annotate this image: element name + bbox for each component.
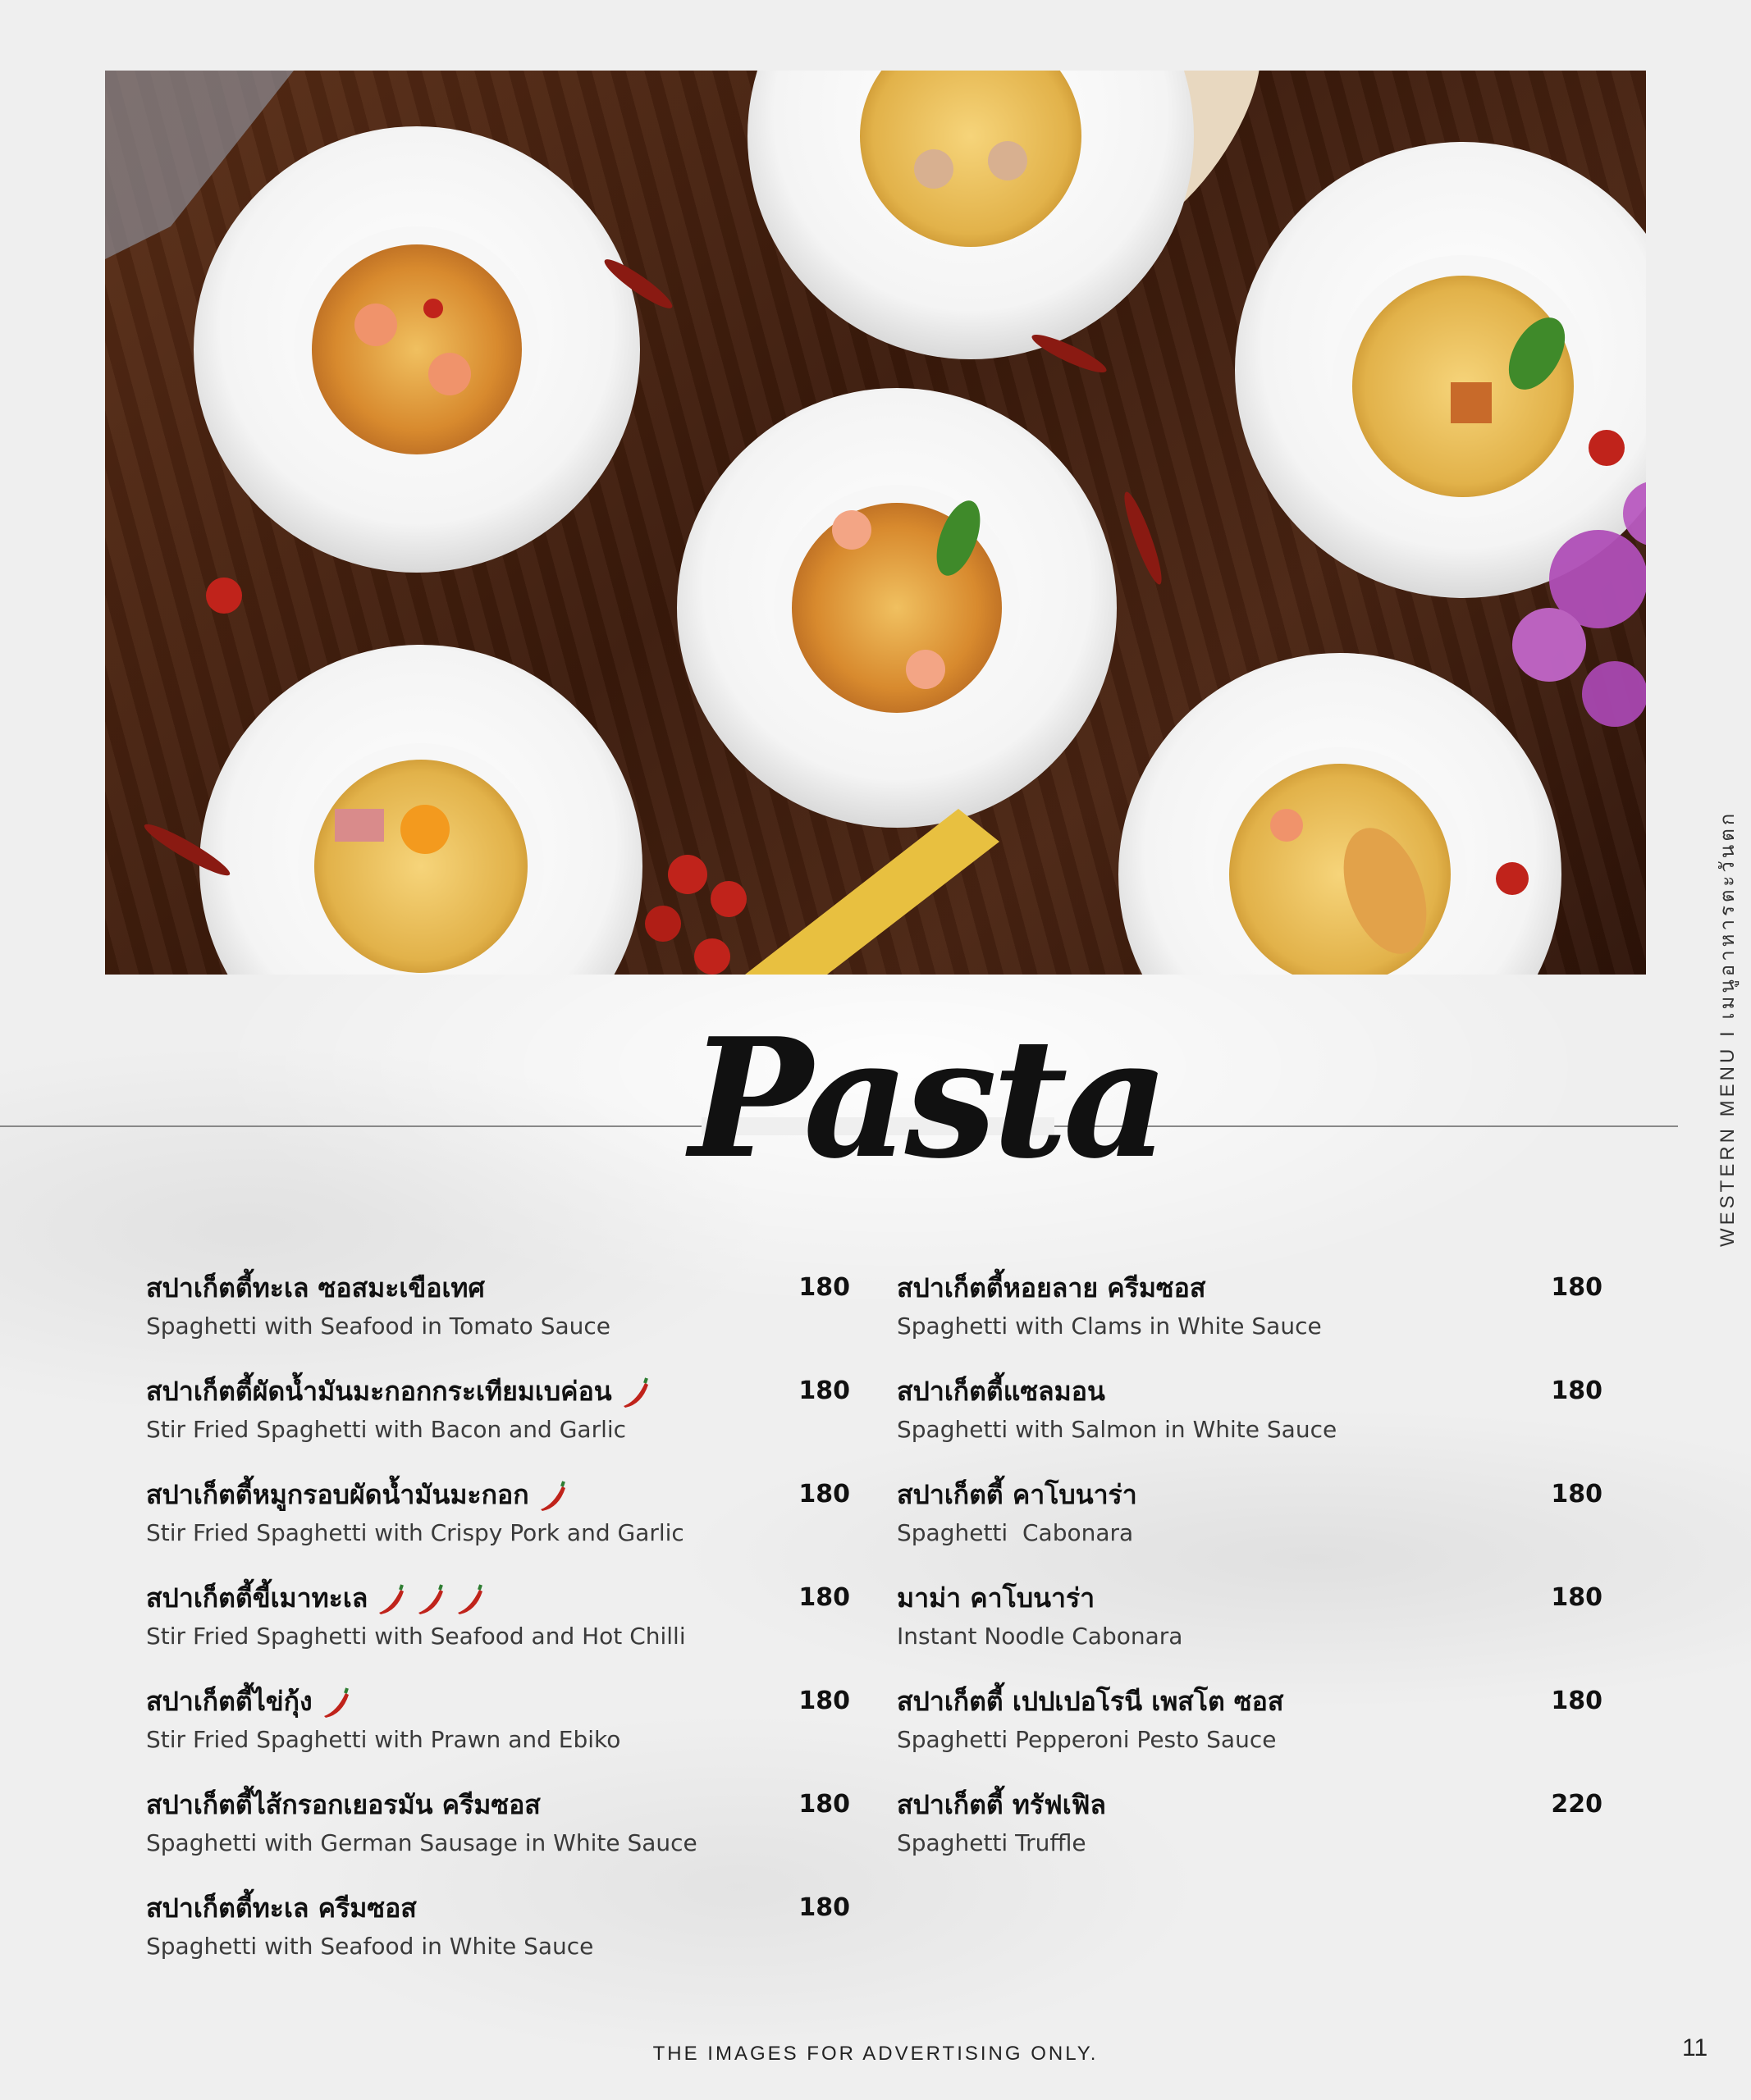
chili-icon	[453, 1583, 486, 1616]
item-english-name: Spaghetti with Seafood in Tomato Sauce	[146, 1312, 610, 1340]
item-price: 180	[798, 1480, 850, 1509]
item-english-name: Stir Fried Spaghetti with Seafood and Hot Chilli	[146, 1623, 686, 1650]
menu-item	[897, 1681, 1602, 1784]
item-price: 180	[798, 1376, 850, 1405]
item-price: 180	[798, 1687, 850, 1715]
item-english-name: Spaghetti Pepperoni Pesto Sauce	[897, 1726, 1277, 1753]
item-english-name: Spaghetti with German Sausage in White Sauce	[146, 1829, 697, 1856]
item-price: 180	[798, 1790, 850, 1819]
chili-icon	[536, 1480, 569, 1513]
item-english-name: Instant Noodle Cabonara	[897, 1623, 1183, 1650]
chili-icon	[619, 1376, 651, 1409]
item-english-name: Spaghetti Cabonara	[897, 1519, 1134, 1546]
chili-icon	[319, 1687, 352, 1719]
chili-icon	[374, 1583, 407, 1616]
menu-item	[897, 1577, 1602, 1681]
menu-item	[146, 1888, 850, 1991]
item-thai-name: สปาเก็ตตี้หอยลาย ครีมซอส	[897, 1272, 1206, 1303]
menu-item	[146, 1681, 850, 1784]
menu-item	[897, 1371, 1602, 1474]
plate-center	[677, 388, 1117, 828]
item-thai-name: สปาเก็ตตี้แซลมอน	[897, 1376, 1105, 1407]
item-price: 180	[1551, 1687, 1602, 1715]
chili-icon	[414, 1583, 446, 1616]
item-thai-name: สปาเก็ตตี้ ทรัฟเฟิล	[897, 1789, 1106, 1820]
item-thai-name: สปาเก็ตตี้ทะเล ครีมซอส	[146, 1892, 417, 1924]
plate-right	[1235, 142, 1646, 598]
item-thai-name: มาม่า คาโบนาร่า	[897, 1582, 1095, 1614]
item-price: 180	[1551, 1273, 1602, 1302]
page-number: 11	[1682, 2034, 1708, 2061]
item-price: 220	[1551, 1790, 1602, 1819]
plate-top-left	[194, 126, 640, 573]
plate-bottom-left	[199, 645, 642, 975]
item-english-name: Stir Fried Spaghetti with Bacon and Garlic	[146, 1416, 627, 1443]
menu-item	[897, 1474, 1602, 1577]
item-thai-name: สปาเก็ตตี้ไส้กรอกเยอรมัน ครีมซอส	[146, 1789, 541, 1820]
item-price: 180	[1551, 1376, 1602, 1405]
disclaimer: THE IMAGES FOR ADVERTISING ONLY.	[652, 2043, 1099, 2065]
pasta-plates-illustration	[105, 71, 1646, 975]
item-english-name: Spaghetti with Salmon in White Sauce	[897, 1416, 1337, 1443]
item-english-name: Stir Fried Spaghetti with Prawn and Ebiko	[146, 1726, 621, 1753]
side-label: WESTERN MENU I เมนูอาหารตะวันตก	[1717, 810, 1739, 1247]
menu-item	[146, 1474, 850, 1577]
menu-column-right	[897, 1267, 1602, 1888]
pasta-dishes-photo	[105, 71, 1646, 975]
menu-item	[897, 1267, 1602, 1371]
item-english-name: Spaghetti with Seafood in White Sauce	[146, 1933, 594, 1960]
item-thai-name: สปาเก็ตตี้ไข่กุ้ง	[146, 1681, 352, 1722]
menu-column-left	[146, 1267, 850, 1991]
item-thai-name: สปาเก็ตตี้ เปปเปอโรนี เพสโต ซอส	[897, 1686, 1284, 1717]
item-price: 180	[798, 1273, 850, 1302]
page-title: Pasta	[689, 1002, 1165, 1195]
item-english-name: Spaghetti with Clams in White Sauce	[897, 1312, 1322, 1340]
item-thai-name: สปาเก็ตตี้ผัดน้ำมันมะกอกกระเทียมเบค่อน	[146, 1371, 651, 1412]
item-thai-name: สปาเก็ตตี้ทะเล ซอสมะเขือเทศ	[146, 1272, 485, 1303]
menu-item	[146, 1784, 850, 1888]
item-price: 180	[1551, 1480, 1602, 1509]
item-thai-name: สปาเก็ตตี้ คาโบนาร่า	[897, 1479, 1137, 1510]
menu-item	[146, 1577, 850, 1681]
menu-item	[146, 1267, 850, 1371]
plate-top-center	[747, 71, 1194, 359]
menu-item	[146, 1371, 850, 1474]
plate-bottom-right	[1118, 653, 1561, 975]
item-thai-name: สปาเก็ตตี้ขี้เมาทะเล	[146, 1577, 486, 1618]
item-english-name: Stir Fried Spaghetti with Crispy Pork and Garlic	[146, 1519, 684, 1546]
item-price: 180	[1551, 1583, 1602, 1612]
menu-item	[897, 1784, 1602, 1888]
item-price: 180	[798, 1893, 850, 1922]
item-english-name: Spaghetti Truffle	[897, 1829, 1086, 1856]
item-price: 180	[798, 1583, 850, 1612]
item-thai-name: สปาเก็ตตี้หมูกรอบผัดน้ำมันมะกอก	[146, 1474, 569, 1515]
